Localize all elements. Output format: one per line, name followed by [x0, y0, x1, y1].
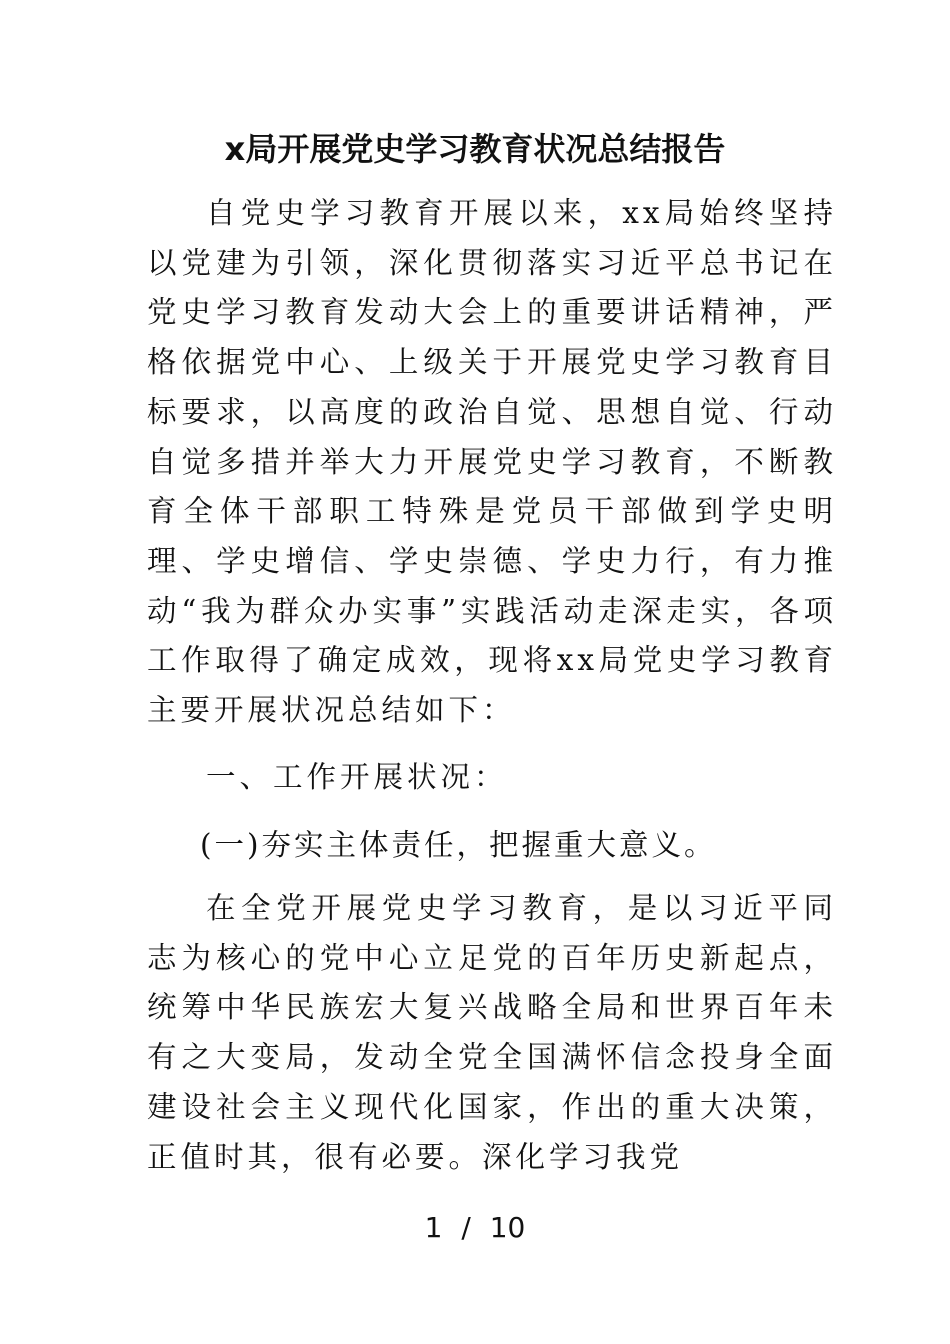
body-paragraph-intro: 自党史学习教育开展以来，xx局始终坚持以党建为引领，深化贯彻落实习近平总书记在党史学习教育发动大会上的重要讲话精神，严格依据党中心、上级关于开展党史学习教育目标要求，以高度的政治自觉、思想自觉、行动自觉多措并举大力开展党史学习教育，不断教育全体干部职工特殊是党员干部做到学史明理、学史增信、学史崇德、学史力行，有力推动“我为群众办实事”实践活动走深走实，各项工作取得了确定成效，现将xx局党史学习教育主要开展状况总结如下：: [147, 196, 837, 728]
page-number: 1 / 10: [424, 1211, 526, 1244]
subsection-heading: (一)夯实主体责任，把握重大意义。: [200, 828, 717, 862]
document-title: x局开展党史学习教育状况总结报告: [224, 130, 726, 168]
section-heading: 一、工作开展状况：: [206, 760, 508, 794]
body-paragraph-significance: 在全党开展党史学习教育，是以习近平同志为核心的党中心立足党的百年历史新起点，统筹中华民族宏大复兴战略全局和世界百年未有之大变局，发动全党全国满怀信念投身全面建设社会主义现代化国家，作出的重大决策，正值时其，很有必要。深化学习我党: [147, 891, 837, 1174]
